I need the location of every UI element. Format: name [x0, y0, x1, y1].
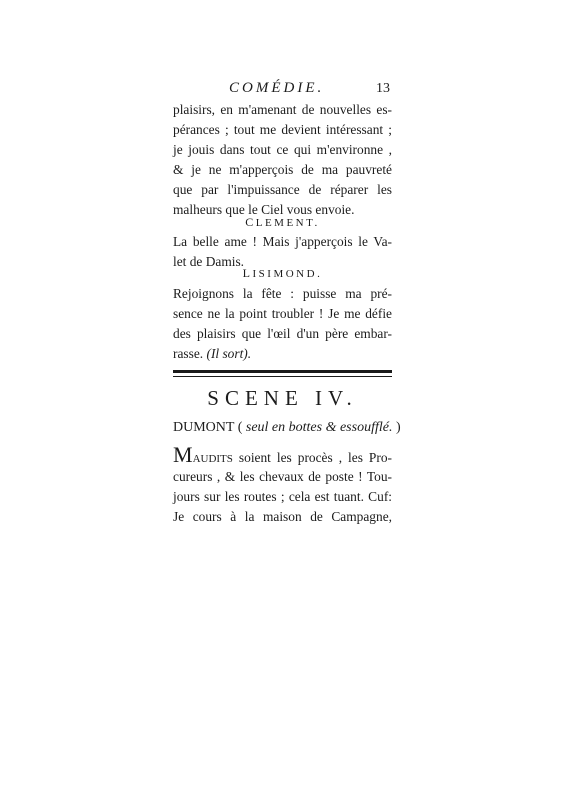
text-line: & je ne m'apperçois de ma pauvreté	[173, 162, 392, 177]
scene-speaker-line: DUMONT ( seul en bottes & essoufflé. )	[173, 420, 401, 435]
scene-speaker-name: DUMONT	[173, 420, 235, 435]
scene-divider-rule-thin	[173, 376, 392, 377]
text-line: malheurs que le Ciel vous envoie.	[173, 202, 355, 217]
text-line: Je cours à la maison de Campagne,	[173, 509, 392, 524]
scene-title: SCENE IV.	[207, 386, 358, 410]
page-number: 13	[376, 81, 390, 96]
text-line: Rejoignons la fête : puisse ma pré-	[173, 286, 392, 301]
text-line: sence ne la point troubler ! Je me défie	[173, 306, 392, 321]
scene-divider-rule	[173, 370, 392, 373]
text-line: jours sur les routes ; cela est tuant. Cuf:	[173, 489, 392, 504]
stage-direction: (Il sort).	[206, 346, 252, 361]
text-line: La belle ame ! Mais j'apperçois le Va-	[173, 234, 392, 249]
text-line: des plaisirs que l'œil d'un père embar-	[173, 326, 392, 341]
running-title: COMÉDIE.	[229, 80, 325, 96]
page-header	[173, 80, 392, 100]
drop-cap: M	[173, 442, 193, 467]
text-line: cureurs , & les chevaux de poste ! Tou-	[173, 469, 392, 484]
scene-stage-direction: seul en bottes & essoufflé.	[245, 420, 393, 435]
text-line: que par l'impuissance de réparer les	[173, 182, 392, 197]
text-line: rasse. (Il sort).	[173, 346, 252, 361]
speaker-name-clement: CLEMENT.	[245, 215, 320, 229]
text-line: pérances ; tout me devient intéressant ;	[173, 122, 392, 137]
text-line: plaisirs, en m'amenant de nouvelles es-	[173, 102, 392, 117]
text-line: MAUDITS soient les procès , les Pro-	[173, 442, 392, 467]
text-line: let de Damis.	[173, 254, 245, 269]
text-line: je jouis dans tout ce qui m'environne ,	[173, 142, 392, 157]
speaker-name-lisimond: LISIMOND.	[242, 266, 323, 280]
